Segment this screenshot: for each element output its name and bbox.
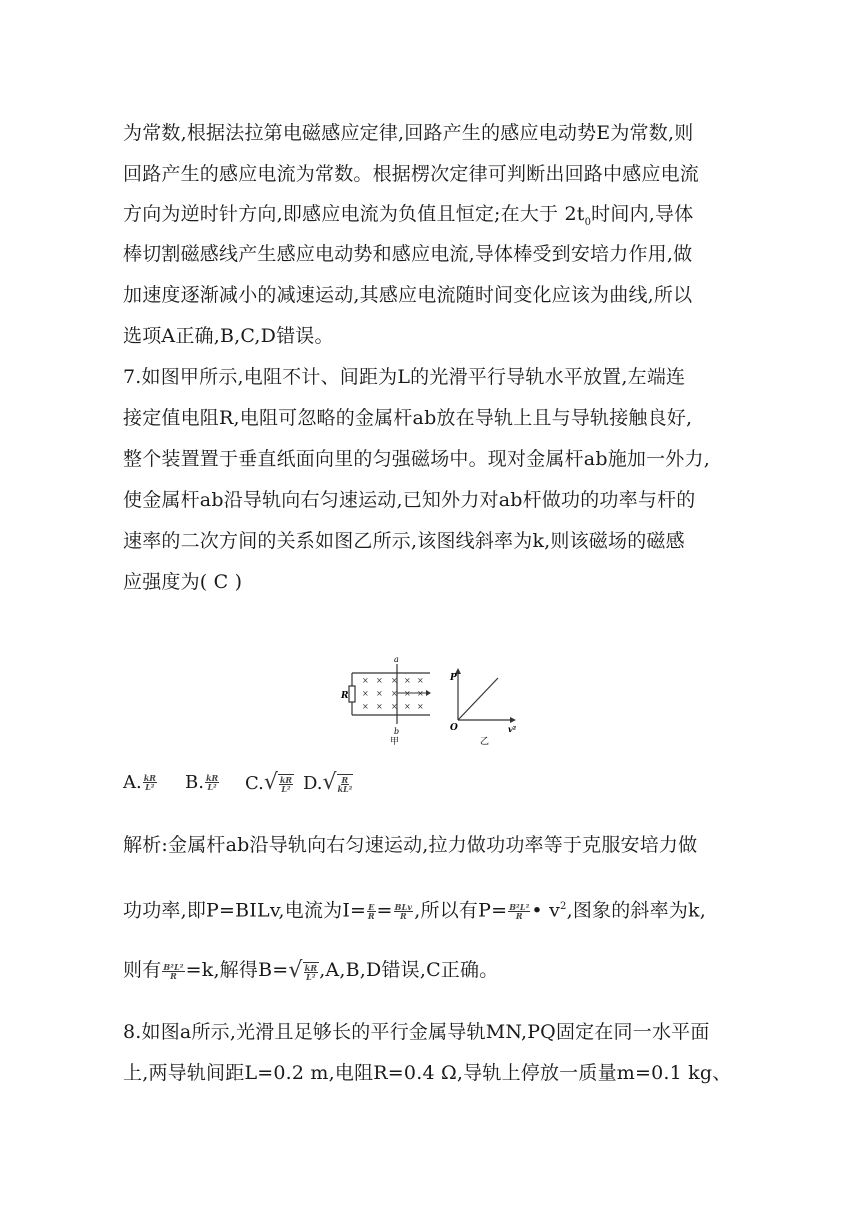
origin-label: O [450, 723, 458, 733]
svg-text:×: × [376, 676, 383, 685]
svg-text:×: × [417, 676, 424, 685]
axis-label-v2: v² [508, 724, 517, 734]
axis-label-p: P [450, 673, 457, 683]
question-7-line: 速率的二次方间的关系如图乙所示,该图线斜率为k,则该磁场的磁感 [123, 530, 685, 552]
solution-line: 则有 $\frac{\text{B²L²}}{R}$ =k,解得B= √ $\frac{kR}{\text{L²}}$ ,A,B,D错误,C正确。 [123, 958, 499, 983]
question-7-line: 整个装置置于垂直纸面向里的匀强磁场中。现对金属杆ab施加一外力, [123, 448, 710, 470]
text-line: 方向为逆时针方向,即感应电流为负值且恒定;在大于 $2t_0$时间内,导体 [123, 203, 694, 228]
question-8-line: 8.如图a所示,光滑且足够长的平行金属导轨MN,PQ固定在同一水平面 [123, 1021, 710, 1043]
text-line: 回路产生的感应电流为常数。根据楞次定律可判断出回路中感应电流 [123, 163, 700, 185]
figure-svg [340, 652, 530, 747]
question-7-line: 7.如图甲所示,电阻不计、间距为L的光滑平行导轨水平放置,左端连 [123, 366, 686, 388]
question-7-line: 接定值电阻R,电阻可忽略的金属杆ab放在导轨上且与导轨接触良好, [123, 407, 693, 429]
svg-text:×: × [404, 702, 411, 711]
svg-text:×: × [362, 702, 369, 711]
svg-text:×: × [417, 689, 424, 698]
rod-end-a: a [394, 655, 399, 664]
option-d: D. √ $\frac{R}{\text{kL²}}$ [303, 770, 353, 795]
text-line: 棒切割磁感线产生感应电动势和感应电流,导体棒受到安培力作用,做 [123, 243, 693, 265]
svg-text:×: × [376, 702, 383, 711]
svg-text:×: × [404, 689, 411, 698]
question-7-line: 使金属杆ab沿导轨向右匀速运动,已知外力对ab杆做功的功率与杆的 [123, 489, 696, 511]
rod-end-b: b [394, 727, 400, 736]
option-a: A. $\frac{kR}{\text{L²}}$ [123, 772, 156, 793]
circuit-and-graph-figure [340, 652, 530, 751]
option-b: B. $\frac{kR}{\text{L²}}$ [185, 772, 219, 793]
solution-line: 解析:金属杆ab沿导轨向右匀速运动,拉力做功功率等于克服安培力做 [123, 834, 698, 856]
resistor-label: R [341, 691, 349, 701]
solution-line: 功功率,即P=BILv,电流为I= $\frac{E}{R}$ = $\frac{\text{BLv}}{R}$ ,所以有P= $\frac{\text{B²L²}}{R}$ • $v^2$,图象的斜率为k, [123, 899, 706, 922]
svg-text:×: × [391, 702, 398, 711]
svg-text:×: × [362, 676, 369, 685]
svg-text:×: × [391, 676, 398, 685]
text-line: 选项A正确,B,C,D错误。 [123, 325, 334, 347]
svg-text:×: × [362, 689, 369, 698]
option-c: C. √ $\frac{kR}{\text{L²}}$ [245, 770, 293, 795]
question-8-line: 上,两导轨间距L=0.2 m,电阻R=0.4 Ω,导轨上停放一质量m=0.1 kg、 [123, 1062, 732, 1084]
svg-text:×: × [404, 676, 411, 685]
question-7-line: 应强度为( C ) [123, 571, 243, 593]
text-line: 加速度逐渐减小的减速运动,其感应电流随时间变化应该为曲线,所以 [123, 284, 693, 306]
svg-text:×: × [417, 702, 424, 711]
svg-text:×: × [376, 689, 383, 698]
figure-jia-label: 甲 [390, 737, 400, 747]
text-line: 为常数,根据法拉第电磁感应定律,回路产生的感应电动势E为常数,则 [123, 122, 694, 144]
figure-yi-label: 乙 [480, 737, 490, 747]
svg-text:×: × [391, 689, 398, 698]
